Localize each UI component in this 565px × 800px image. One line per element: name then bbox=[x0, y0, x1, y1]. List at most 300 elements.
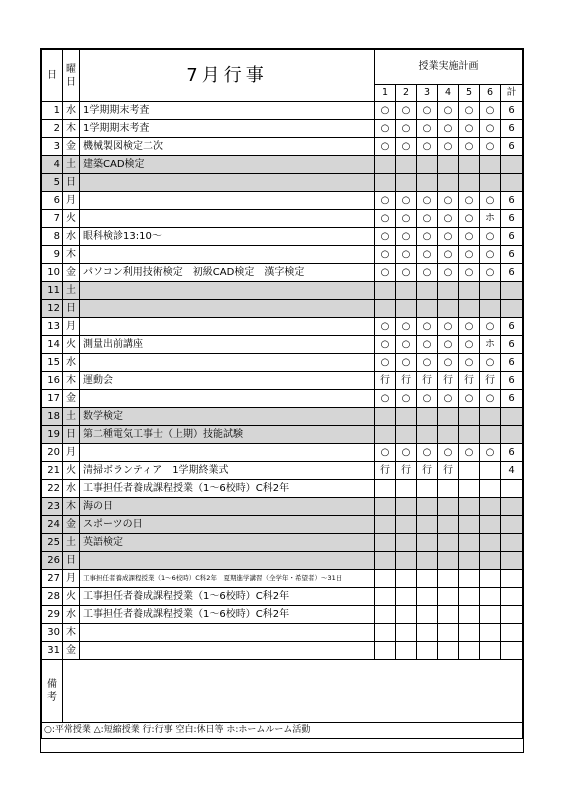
period-1-cell bbox=[375, 408, 396, 426]
weekday-cell: 金 bbox=[63, 516, 80, 534]
period-3-cell: ○ bbox=[417, 264, 438, 282]
period-5-cell: ○ bbox=[459, 120, 480, 138]
day-cell: 17 bbox=[42, 390, 63, 408]
period-1-cell: ○ bbox=[375, 354, 396, 372]
weekday-cell: 日 bbox=[63, 426, 80, 444]
table-row bbox=[42, 102, 523, 120]
day-cell: 2 bbox=[42, 120, 63, 138]
event-cell bbox=[80, 210, 375, 228]
schedule-sheet bbox=[40, 48, 524, 753]
total-cell bbox=[501, 300, 523, 318]
period-header-6: 6 bbox=[480, 85, 501, 102]
day-cell: 11 bbox=[42, 282, 63, 300]
event-cell bbox=[80, 300, 375, 318]
total-cell: 6 bbox=[501, 246, 523, 264]
weekday-cell: 火 bbox=[63, 588, 80, 606]
period-2-cell bbox=[396, 480, 417, 498]
period-3-cell: ○ bbox=[417, 318, 438, 336]
period-1-cell bbox=[375, 552, 396, 570]
period-2-cell: ○ bbox=[396, 354, 417, 372]
weekday-cell: 木 bbox=[63, 246, 80, 264]
period-4-cell bbox=[438, 300, 459, 318]
period-2-cell bbox=[396, 570, 417, 588]
period-2-cell bbox=[396, 642, 417, 660]
event-cell: 海の日 bbox=[80, 498, 375, 516]
period-3-cell bbox=[417, 516, 438, 534]
period-2-cell: ○ bbox=[396, 336, 417, 354]
total-cell: 6 bbox=[501, 138, 523, 156]
period-4-cell bbox=[438, 408, 459, 426]
period-5-cell: ○ bbox=[459, 390, 480, 408]
period-3-cell bbox=[417, 552, 438, 570]
period-3-cell bbox=[417, 480, 438, 498]
table-row bbox=[42, 444, 523, 462]
period-4-cell bbox=[438, 282, 459, 300]
total-cell: 6 bbox=[501, 444, 523, 462]
period-2-cell bbox=[396, 174, 417, 192]
period-3-cell: ○ bbox=[417, 138, 438, 156]
weekday-cell: 水 bbox=[63, 228, 80, 246]
period-header-5: 5 bbox=[459, 85, 480, 102]
period-6-cell: ○ bbox=[480, 444, 501, 462]
period-5-cell bbox=[459, 300, 480, 318]
event-cell: 数学検定 bbox=[80, 408, 375, 426]
legend: ○:平常授業 △:短縮授業 行:行事 空白:休日等 ホ:ホームルーム活動 bbox=[42, 723, 523, 739]
period-3-cell bbox=[417, 498, 438, 516]
weekday-cell: 土 bbox=[63, 534, 80, 552]
period-3-cell: ○ bbox=[417, 354, 438, 372]
period-5-cell bbox=[459, 516, 480, 534]
period-3-cell bbox=[417, 156, 438, 174]
period-3-cell: ○ bbox=[417, 336, 438, 354]
weekday-cell: 月 bbox=[63, 570, 80, 588]
total-cell: 6 bbox=[501, 192, 523, 210]
event-cell: 工事担任者養成課程授業（1～6校時）C科2年 夏期進学講習（全学年・希望者）～31日 bbox=[80, 570, 375, 588]
period-3-cell: 行 bbox=[417, 372, 438, 390]
period-1-cell: ○ bbox=[375, 120, 396, 138]
total-cell: 6 bbox=[501, 210, 523, 228]
period-6-cell bbox=[480, 480, 501, 498]
period-1-cell bbox=[375, 516, 396, 534]
day-cell: 29 bbox=[42, 606, 63, 624]
period-4-cell: ○ bbox=[438, 354, 459, 372]
weekday-cell: 金 bbox=[63, 642, 80, 660]
period-6-cell bbox=[480, 534, 501, 552]
table-row bbox=[42, 498, 523, 516]
period-5-cell bbox=[459, 282, 480, 300]
period-2-cell bbox=[396, 498, 417, 516]
period-5-cell bbox=[459, 552, 480, 570]
table-row bbox=[42, 390, 523, 408]
event-cell: 機械製図検定二次 bbox=[80, 138, 375, 156]
period-5-cell: ○ bbox=[459, 246, 480, 264]
period-4-cell: ○ bbox=[438, 228, 459, 246]
day-cell: 24 bbox=[42, 516, 63, 534]
total-cell bbox=[501, 516, 523, 534]
period-4-cell bbox=[438, 480, 459, 498]
period-1-cell bbox=[375, 426, 396, 444]
event-cell: 清掃ボランティア 1学期終業式 bbox=[80, 462, 375, 480]
day-cell: 9 bbox=[42, 246, 63, 264]
table-row bbox=[42, 516, 523, 534]
period-2-cell: 行 bbox=[396, 372, 417, 390]
period-5-cell: ○ bbox=[459, 102, 480, 120]
period-6-cell: ○ bbox=[480, 318, 501, 336]
period-1-cell: 行 bbox=[375, 462, 396, 480]
weekday-cell: 金 bbox=[63, 390, 80, 408]
period-1-cell bbox=[375, 570, 396, 588]
period-6-cell bbox=[480, 282, 501, 300]
day-cell: 4 bbox=[42, 156, 63, 174]
event-cell: 1学期期末考査 bbox=[80, 120, 375, 138]
table-row bbox=[42, 282, 523, 300]
period-3-cell: ○ bbox=[417, 444, 438, 462]
weekday-cell: 水 bbox=[63, 480, 80, 498]
total-cell: 4 bbox=[501, 462, 523, 480]
period-5-cell bbox=[459, 156, 480, 174]
table-row bbox=[42, 156, 523, 174]
table-row bbox=[42, 606, 523, 624]
weekday-cell: 月 bbox=[63, 318, 80, 336]
period-3-cell bbox=[417, 282, 438, 300]
period-4-cell bbox=[438, 174, 459, 192]
period-header-2: 2 bbox=[396, 85, 417, 102]
day-cell: 8 bbox=[42, 228, 63, 246]
period-2-cell: 行 bbox=[396, 462, 417, 480]
event-cell bbox=[80, 174, 375, 192]
period-5-cell bbox=[459, 624, 480, 642]
period-6-cell: ○ bbox=[480, 390, 501, 408]
total-cell bbox=[501, 588, 523, 606]
total-header: 計 bbox=[501, 85, 523, 102]
period-5-cell: ○ bbox=[459, 336, 480, 354]
period-3-cell: 行 bbox=[417, 462, 438, 480]
period-5-cell bbox=[459, 462, 480, 480]
weekday-cell: 日 bbox=[63, 300, 80, 318]
period-5-cell bbox=[459, 480, 480, 498]
table-row bbox=[42, 408, 523, 426]
total-cell bbox=[501, 282, 523, 300]
period-3-cell: ○ bbox=[417, 390, 438, 408]
period-2-cell bbox=[396, 408, 417, 426]
period-4-cell: ○ bbox=[438, 138, 459, 156]
total-cell bbox=[501, 552, 523, 570]
total-cell bbox=[501, 624, 523, 642]
period-3-cell bbox=[417, 588, 438, 606]
period-1-cell bbox=[375, 624, 396, 642]
table-row bbox=[42, 120, 523, 138]
period-3-cell bbox=[417, 408, 438, 426]
table-row bbox=[42, 138, 523, 156]
event-cell: スポーツの日 bbox=[80, 516, 375, 534]
weekday-cell: 土 bbox=[63, 282, 80, 300]
period-2-cell: ○ bbox=[396, 138, 417, 156]
period-4-cell bbox=[438, 642, 459, 660]
plan-title: 授業実施計画 bbox=[375, 50, 523, 85]
period-6-cell: ホ bbox=[480, 210, 501, 228]
period-1-cell: ○ bbox=[375, 228, 396, 246]
table-row bbox=[42, 426, 523, 444]
day-cell: 12 bbox=[42, 300, 63, 318]
total-cell: 6 bbox=[501, 228, 523, 246]
period-5-cell: ○ bbox=[459, 354, 480, 372]
day-cell: 19 bbox=[42, 426, 63, 444]
period-4-cell: ○ bbox=[438, 120, 459, 138]
period-5-cell: ○ bbox=[459, 192, 480, 210]
period-2-cell: ○ bbox=[396, 102, 417, 120]
event-cell bbox=[80, 444, 375, 462]
period-3-cell bbox=[417, 642, 438, 660]
period-4-cell: ○ bbox=[438, 336, 459, 354]
remarks-area bbox=[63, 660, 523, 723]
period-2-cell: ○ bbox=[396, 264, 417, 282]
weekday-column-header: 曜 日 bbox=[63, 50, 80, 102]
total-cell: 6 bbox=[501, 318, 523, 336]
period-4-cell: ○ bbox=[438, 390, 459, 408]
period-1-cell: ○ bbox=[375, 102, 396, 120]
period-4-cell: ○ bbox=[438, 318, 459, 336]
day-cell: 10 bbox=[42, 264, 63, 282]
table-row bbox=[42, 246, 523, 264]
day-cell: 6 bbox=[42, 192, 63, 210]
period-5-cell: ○ bbox=[459, 444, 480, 462]
period-5-cell bbox=[459, 408, 480, 426]
period-5-cell: ○ bbox=[459, 228, 480, 246]
period-6-cell bbox=[480, 426, 501, 444]
event-cell bbox=[80, 246, 375, 264]
period-3-cell bbox=[417, 300, 438, 318]
day-cell: 28 bbox=[42, 588, 63, 606]
event-cell: 工事担任者養成課程授業（1～6校時）C科2年 bbox=[80, 606, 375, 624]
day-cell: 31 bbox=[42, 642, 63, 660]
period-5-cell bbox=[459, 498, 480, 516]
period-5-cell: ○ bbox=[459, 138, 480, 156]
day-cell: 14 bbox=[42, 336, 63, 354]
period-6-cell: ○ bbox=[480, 192, 501, 210]
period-2-cell: ○ bbox=[396, 246, 417, 264]
day-column-header: 日 bbox=[42, 50, 63, 102]
day-cell: 13 bbox=[42, 318, 63, 336]
period-6-cell bbox=[480, 300, 501, 318]
period-4-cell: 行 bbox=[438, 372, 459, 390]
period-1-cell: ○ bbox=[375, 336, 396, 354]
period-4-cell bbox=[438, 624, 459, 642]
period-3-cell bbox=[417, 624, 438, 642]
day-cell: 7 bbox=[42, 210, 63, 228]
period-4-cell bbox=[438, 570, 459, 588]
period-6-cell bbox=[480, 156, 501, 174]
weekday-cell: 火 bbox=[63, 336, 80, 354]
period-3-cell bbox=[417, 426, 438, 444]
period-2-cell: ○ bbox=[396, 444, 417, 462]
total-cell: 6 bbox=[501, 390, 523, 408]
period-5-cell: ○ bbox=[459, 210, 480, 228]
weekday-cell: 土 bbox=[63, 156, 80, 174]
weekday-cell: 火 bbox=[63, 210, 80, 228]
event-cell bbox=[80, 624, 375, 642]
weekday-cell: 水 bbox=[63, 354, 80, 372]
table-row bbox=[42, 264, 523, 282]
period-5-cell: ○ bbox=[459, 318, 480, 336]
table-row bbox=[42, 336, 523, 354]
period-3-cell: ○ bbox=[417, 120, 438, 138]
period-4-cell: 行 bbox=[438, 462, 459, 480]
day-cell: 21 bbox=[42, 462, 63, 480]
period-6-cell bbox=[480, 606, 501, 624]
period-6-cell bbox=[480, 498, 501, 516]
period-5-cell: 行 bbox=[459, 372, 480, 390]
table-row bbox=[42, 174, 523, 192]
period-3-cell bbox=[417, 174, 438, 192]
period-1-cell bbox=[375, 480, 396, 498]
period-4-cell bbox=[438, 516, 459, 534]
day-cell: 22 bbox=[42, 480, 63, 498]
total-cell bbox=[501, 156, 523, 174]
period-6-cell: ○ bbox=[480, 102, 501, 120]
period-1-cell: ○ bbox=[375, 444, 396, 462]
weekday-cell: 金 bbox=[63, 264, 80, 282]
period-2-cell: ○ bbox=[396, 390, 417, 408]
period-6-cell bbox=[480, 570, 501, 588]
period-5-cell bbox=[459, 570, 480, 588]
period-1-cell bbox=[375, 156, 396, 174]
period-6-cell: ○ bbox=[480, 354, 501, 372]
period-6-cell: ○ bbox=[480, 264, 501, 282]
period-header-1: 1 bbox=[375, 85, 396, 102]
day-cell: 5 bbox=[42, 174, 63, 192]
period-4-cell: ○ bbox=[438, 210, 459, 228]
weekday-cell: 日 bbox=[63, 552, 80, 570]
period-3-cell: ○ bbox=[417, 228, 438, 246]
period-2-cell bbox=[396, 588, 417, 606]
period-4-cell bbox=[438, 156, 459, 174]
total-cell: 6 bbox=[501, 372, 523, 390]
period-2-cell: ○ bbox=[396, 192, 417, 210]
period-1-cell bbox=[375, 498, 396, 516]
period-2-cell bbox=[396, 534, 417, 552]
period-6-cell bbox=[480, 408, 501, 426]
table-row bbox=[42, 228, 523, 246]
weekday-cell: 水 bbox=[63, 102, 80, 120]
period-6-cell: 行 bbox=[480, 372, 501, 390]
event-cell bbox=[80, 390, 375, 408]
period-3-cell bbox=[417, 570, 438, 588]
period-4-cell bbox=[438, 552, 459, 570]
period-6-cell: ○ bbox=[480, 228, 501, 246]
total-cell bbox=[501, 642, 523, 660]
total-cell: 6 bbox=[501, 354, 523, 372]
table-row bbox=[42, 300, 523, 318]
event-cell: 運動会 bbox=[80, 372, 375, 390]
table-row bbox=[42, 318, 523, 336]
period-5-cell bbox=[459, 174, 480, 192]
event-cell: パソコン利用技術検定 初級CAD検定 漢字検定 bbox=[80, 264, 375, 282]
day-cell: 20 bbox=[42, 444, 63, 462]
event-cell bbox=[80, 192, 375, 210]
weekday-cell: 火 bbox=[63, 462, 80, 480]
day-cell: 18 bbox=[42, 408, 63, 426]
weekday-cell: 土 bbox=[63, 408, 80, 426]
total-cell bbox=[501, 426, 523, 444]
period-1-cell: ○ bbox=[375, 138, 396, 156]
period-2-cell: ○ bbox=[396, 228, 417, 246]
weekday-cell: 水 bbox=[63, 606, 80, 624]
table-row bbox=[42, 588, 523, 606]
day-cell: 3 bbox=[42, 138, 63, 156]
period-4-cell bbox=[438, 606, 459, 624]
table-row bbox=[42, 534, 523, 552]
table-row bbox=[42, 642, 523, 660]
table-row bbox=[42, 372, 523, 390]
period-1-cell bbox=[375, 300, 396, 318]
event-cell: 測量出前講座 bbox=[80, 336, 375, 354]
period-6-cell bbox=[480, 588, 501, 606]
period-6-cell: ホ bbox=[480, 336, 501, 354]
period-3-cell: ○ bbox=[417, 192, 438, 210]
period-header-4: 4 bbox=[438, 85, 459, 102]
event-cell: 第二種電気工事士（上期）技能試験 bbox=[80, 426, 375, 444]
period-3-cell bbox=[417, 534, 438, 552]
period-6-cell bbox=[480, 642, 501, 660]
period-2-cell bbox=[396, 552, 417, 570]
table-row bbox=[42, 462, 523, 480]
period-2-cell: ○ bbox=[396, 120, 417, 138]
event-cell: 工事担任者養成課程授業（1～6校時）C科2年 bbox=[80, 480, 375, 498]
period-4-cell: ○ bbox=[438, 264, 459, 282]
weekday-cell: 日 bbox=[63, 174, 80, 192]
period-2-cell: ○ bbox=[396, 318, 417, 336]
period-5-cell bbox=[459, 588, 480, 606]
period-header-3: 3 bbox=[417, 85, 438, 102]
period-4-cell: ○ bbox=[438, 444, 459, 462]
total-cell: 6 bbox=[501, 264, 523, 282]
weekday-cell: 月 bbox=[63, 192, 80, 210]
weekday-cell: 木 bbox=[63, 372, 80, 390]
period-2-cell bbox=[396, 426, 417, 444]
period-5-cell bbox=[459, 534, 480, 552]
total-cell: 6 bbox=[501, 102, 523, 120]
period-6-cell: ○ bbox=[480, 120, 501, 138]
period-3-cell: ○ bbox=[417, 102, 438, 120]
period-1-cell bbox=[375, 282, 396, 300]
period-2-cell bbox=[396, 516, 417, 534]
period-2-cell bbox=[396, 606, 417, 624]
table-row bbox=[42, 210, 523, 228]
day-cell: 26 bbox=[42, 552, 63, 570]
period-3-cell: ○ bbox=[417, 210, 438, 228]
weekday-cell: 木 bbox=[63, 624, 80, 642]
period-4-cell: ○ bbox=[438, 102, 459, 120]
period-2-cell bbox=[396, 300, 417, 318]
table-row bbox=[42, 354, 523, 372]
period-6-cell bbox=[480, 174, 501, 192]
weekday-cell: 木 bbox=[63, 498, 80, 516]
table-row bbox=[42, 570, 523, 588]
total-cell bbox=[501, 174, 523, 192]
period-6-cell bbox=[480, 516, 501, 534]
period-1-cell bbox=[375, 642, 396, 660]
period-6-cell: ○ bbox=[480, 138, 501, 156]
event-cell: 眼科検診13:10～ bbox=[80, 228, 375, 246]
day-cell: 15 bbox=[42, 354, 63, 372]
page-title: 7月行事 bbox=[80, 50, 375, 102]
period-1-cell bbox=[375, 534, 396, 552]
total-cell: 6 bbox=[501, 336, 523, 354]
table-row bbox=[42, 192, 523, 210]
event-cell bbox=[80, 282, 375, 300]
total-cell: 6 bbox=[501, 120, 523, 138]
period-2-cell bbox=[396, 156, 417, 174]
